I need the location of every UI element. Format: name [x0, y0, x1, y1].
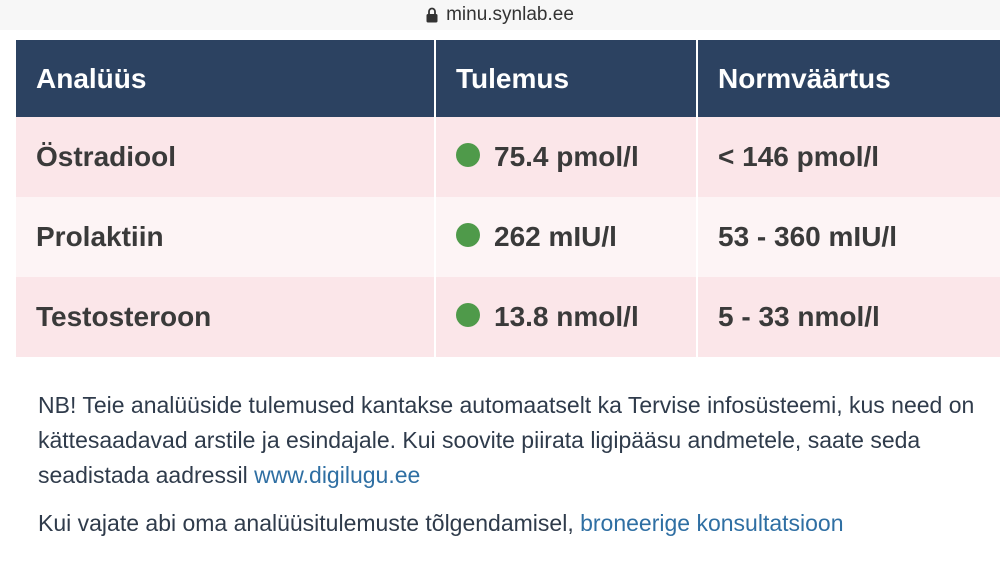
data-sharing-note-text: NB! Teie analüüside tulemused kantakse automaatselt ka Tervise infosüsteemi, kus need on kättesaadavad arstile ja esindajale. Kui soovite piirata ligipääsu andmetele, saate seda seadistada aadressil — [38, 392, 975, 488]
result-cell — [436, 277, 698, 357]
table-row — [16, 277, 1000, 357]
results-table — [16, 40, 1000, 357]
digilugu-link[interactable]: www.digilugu.ee — [254, 462, 421, 488]
notes-section — [38, 388, 988, 541]
data-sharing-note — [38, 388, 988, 493]
page-margin — [0, 30, 16, 563]
url-text: minu.synlab.ee — [446, 4, 574, 25]
lock-icon — [426, 7, 438, 23]
reference-range: 53 - 360 mIU/l — [698, 197, 1000, 277]
column-header-analysis: Analüüs — [16, 40, 436, 117]
result-cell — [436, 197, 698, 277]
consultation-note — [38, 506, 988, 541]
result-value: 75.4 pmol/l — [494, 141, 639, 172]
consultation-note-text: Kui vajate abi oma analüüsitulemuste tõlgendamisel, — [38, 510, 581, 536]
result-value: 262 mIU/l — [494, 221, 617, 252]
status-dot-icon — [456, 223, 480, 247]
reference-range: < 146 pmol/l — [698, 117, 1000, 197]
address-bar[interactable] — [0, 0, 1000, 30]
table-row — [16, 197, 1000, 277]
analysis-name: Testosteroon — [16, 277, 436, 357]
column-header-result: Tulemus — [436, 40, 698, 117]
book-consultation-link[interactable]: broneerige konsultatsioon — [580, 510, 844, 536]
table-row — [16, 117, 1000, 197]
status-dot-icon — [456, 143, 480, 167]
analysis-name: Prolaktiin — [16, 197, 436, 277]
status-dot-icon — [456, 303, 480, 327]
table-header-row — [16, 40, 1000, 117]
analysis-name: Östradiool — [16, 117, 436, 197]
result-value: 13.8 nmol/l — [494, 301, 639, 332]
column-header-reference: Normväärtus — [698, 40, 1000, 117]
reference-range: 5 - 33 nmol/l — [698, 277, 1000, 357]
result-cell — [436, 117, 698, 197]
